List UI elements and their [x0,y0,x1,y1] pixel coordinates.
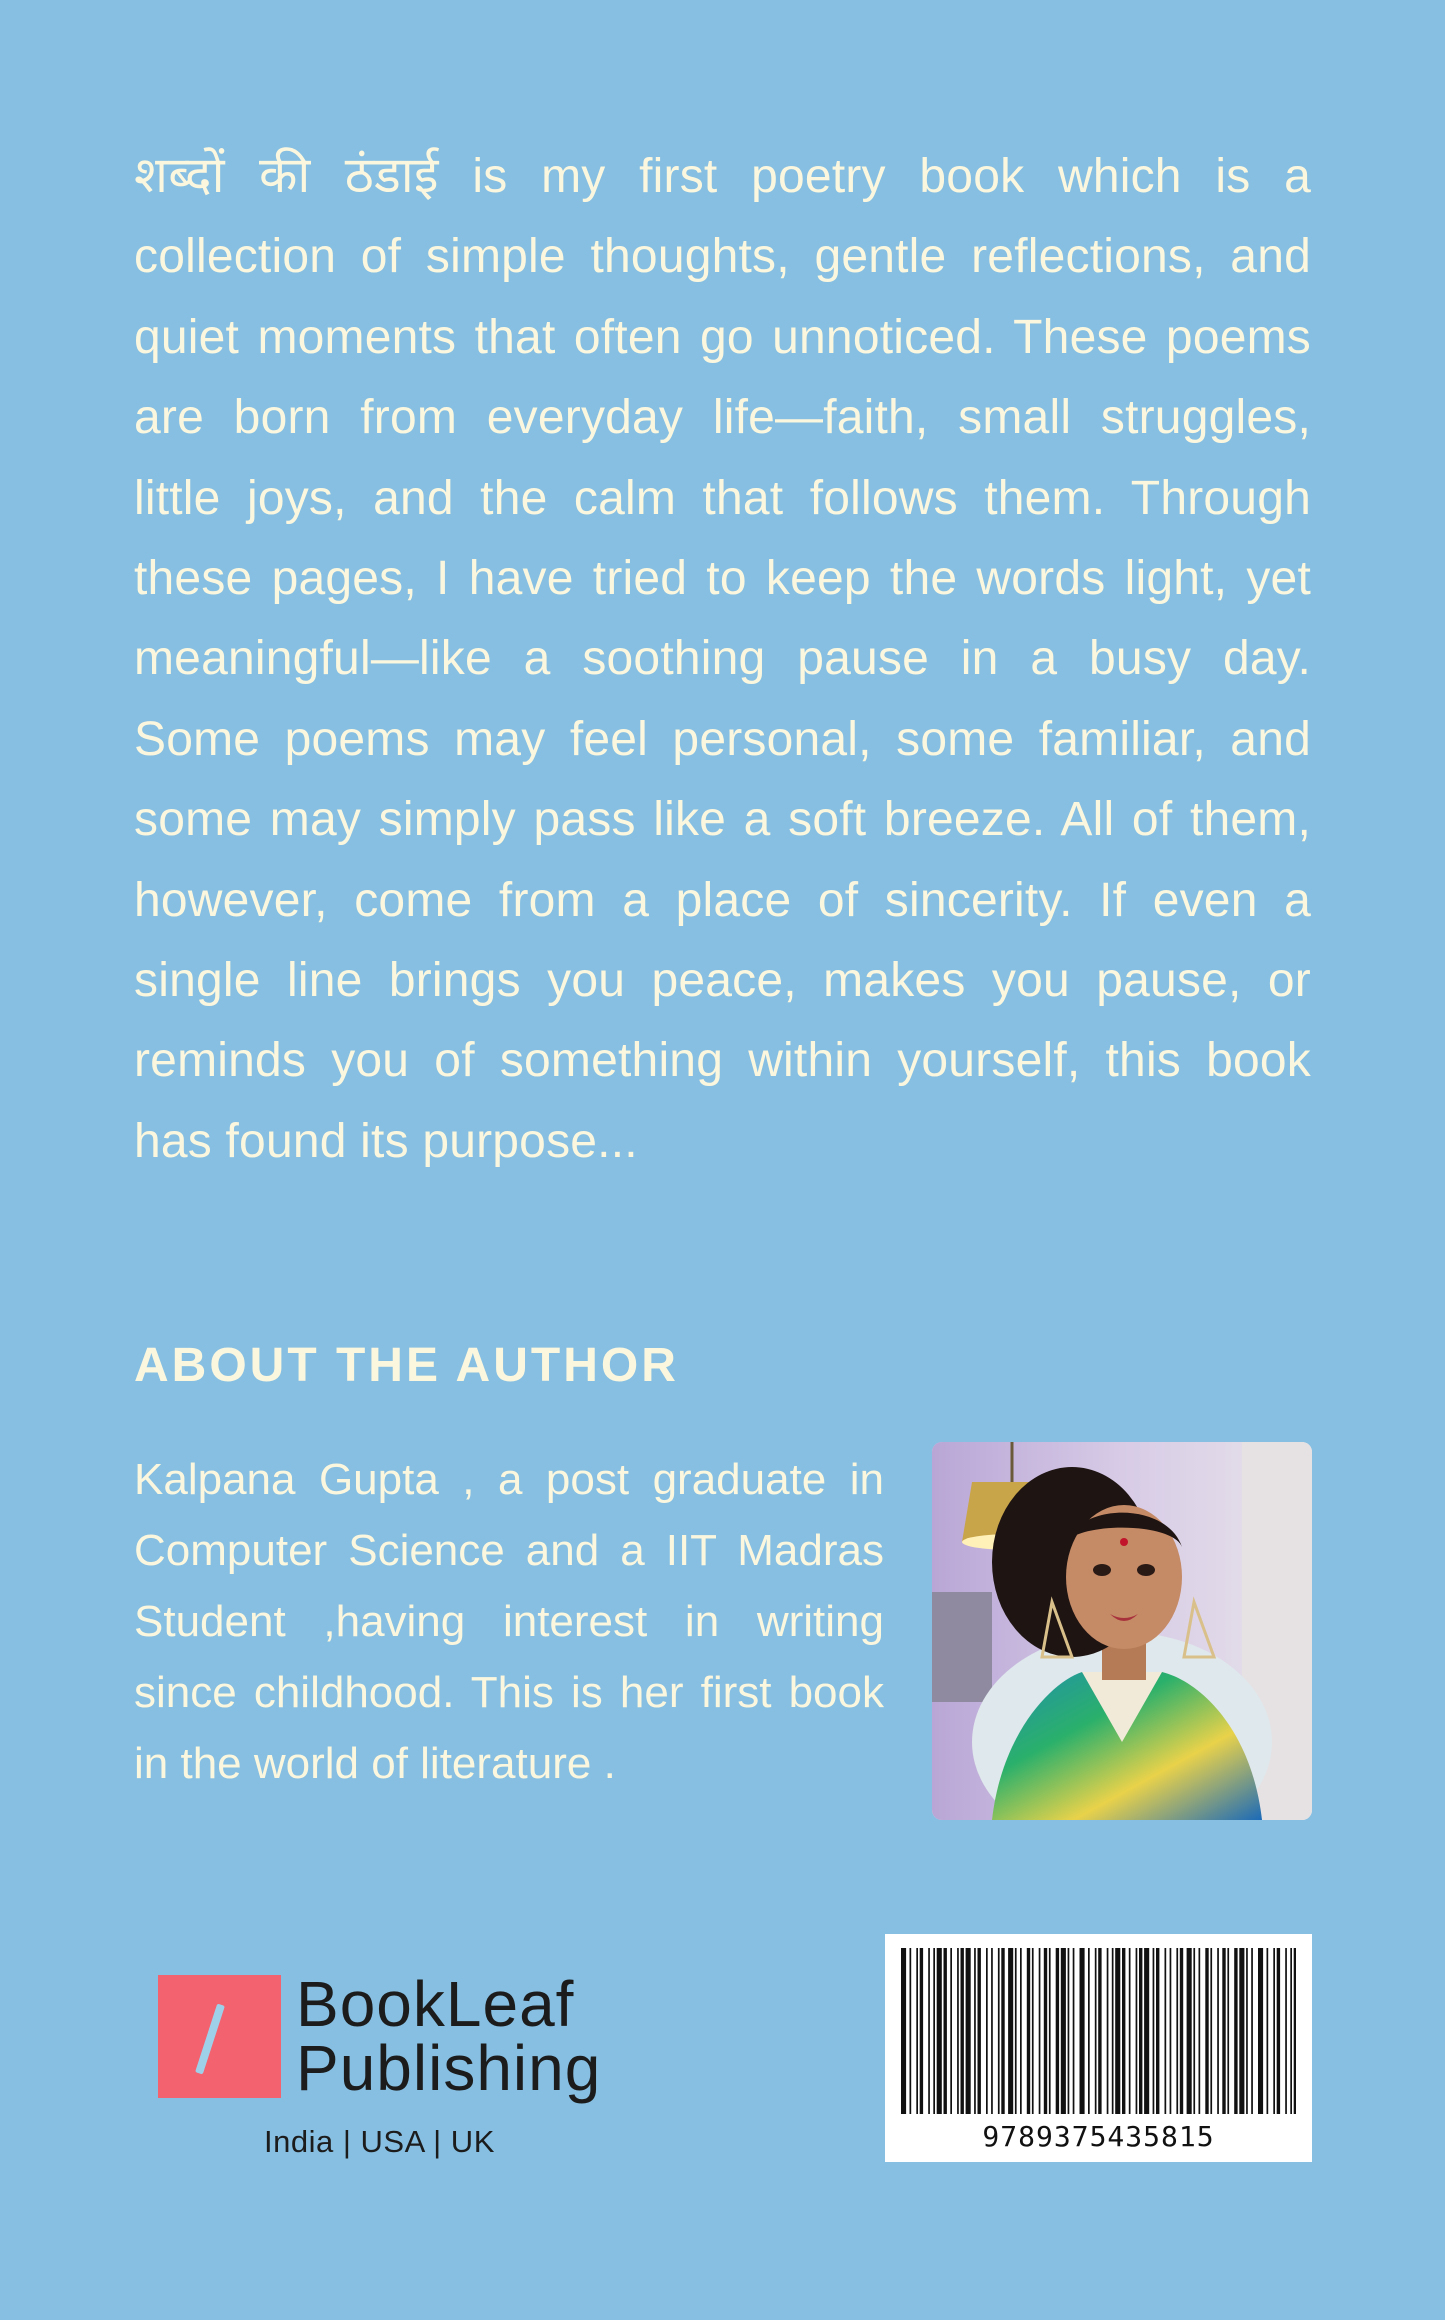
author-photo [932,1442,1312,1820]
barcode-bar [998,1948,1000,2114]
barcode-bar [1112,1948,1114,2114]
barcode-bar [1251,1948,1253,2114]
publisher-regions: India | USA | UK [264,2124,495,2159]
barcode-bar [1277,1948,1280,2114]
barcode-bar [1217,1948,1219,2114]
barcode-bar [1156,1948,1159,2114]
barcode-bar [1129,1948,1131,2114]
barcode-bar [1258,1948,1263,2114]
barcode-bar [1001,1948,1004,2114]
barcode-bar [933,1948,935,2114]
barcode-bar [974,1948,976,2114]
barcode-bar [1222,1948,1225,2114]
barcode-bar [1153,1948,1155,2114]
barcode-bar [1107,1948,1109,2114]
barcode-bar [1136,1948,1138,2114]
barcode-bar [1165,1948,1167,2114]
barcode-bar [1122,1948,1125,2114]
barcode-bar [1080,1948,1085,2114]
barcode-bar [1187,1948,1192,2114]
barcode-bar [944,1948,947,2114]
barcode-bar [1095,1948,1097,2114]
barcode-bar [966,1948,971,2114]
barcode-bar [961,1948,964,2114]
barcode-bar [1020,1948,1022,2114]
barcode-bar [1068,1948,1070,2114]
barcode-bar [1290,1948,1292,2114]
barcode-bars-icon [901,1948,1296,2114]
barcode-bar [1088,1948,1090,2114]
barcode-bar [937,1948,942,2114]
barcode-bar [1027,1948,1030,2114]
book-title-hindi: शब्दों की ठंडाई [134,147,439,203]
about-author-heading: ABOUT THE AUTHOR [134,1339,679,1392]
barcode-bar [1273,1948,1275,2114]
barcode-bar [986,1948,988,2114]
barcode-bar [1246,1948,1248,2114]
barcode-bar [916,1948,918,2114]
barcode-bar [1199,1948,1201,2114]
publisher-name-line1: BookLeaf [296,1968,575,2040]
barcode-bar [1115,1948,1120,2114]
barcode-bar [1294,1948,1296,2114]
barcode-bar [1267,1948,1269,2114]
barcode-bar [1144,1948,1149,2114]
barcode-bar [991,1948,993,2114]
barcode-bar [1193,1948,1195,2114]
barcode-bar [1056,1948,1059,2114]
barcode-bar [1098,1948,1101,2114]
barcode-bar [1008,1948,1013,2114]
barcode-bar [1170,1948,1172,2114]
barcode-bar [1032,1948,1034,2114]
barcode-bar [1180,1948,1183,2114]
publisher-logo [158,1968,618,2159]
barcode-bar [1049,1948,1051,2114]
barcode-bar [1285,1948,1287,2114]
barcode-bar [901,1948,906,2114]
book-blurb [134,135,1311,1182]
barcode-bar [910,1948,912,2114]
barcode-bar [957,1948,959,2114]
barcode-bar [1044,1948,1047,2114]
barcode-bar [1239,1948,1244,2114]
barcode-bar [950,1948,952,2114]
author-bio: Kalpana Gupta , a post graduate in Computer Science and a IIT Madras Student ,having interest in writing since childhood. This is her first book in the world of literature . [134,1455,884,1788]
bookleaf-logo-mark [158,1975,281,2098]
barcode-bar [1234,1948,1237,2114]
barcode-bar [1015,1948,1017,2114]
barcode-bar [1073,1948,1075,2114]
publisher-name-line2: Publishing [296,2032,602,2104]
barcode-bar [1205,1948,1208,2114]
barcode-bar [1227,1948,1229,2114]
barcode-bar [1061,1948,1066,2114]
barcode-bar [1176,1948,1178,2114]
blurb-text: is my first poetry book which is a collection of simple thoughts, gentle reflections, and quiet moments that often go unnoticed. These poems are born from everyday life—faith, small struggles, little joys, and the calm that follows them. Through these pages, I have tried to keep the words light, yet meaningful—like a soothing pause in a busy day. Some poems may feel personal, some familiar, and some may simply pass like a soft breeze. All of them, however, come from a place of sincerity. If even a single line brings you peace, makes you pause, or reminds you of something within yourself, this book has found its purpose... [134,150,1311,1168]
barcode-bar [1210,1948,1212,2114]
barcode-bar [928,1948,930,2114]
barcode-bar [1039,1948,1041,2114]
barcode-bar [978,1948,981,2114]
barcode-bar [1139,1948,1142,2114]
barcode-bar [920,1948,923,2114]
slash-icon [195,2004,225,2075]
isbn-barcode [885,1934,1312,2162]
isbn-number: 9789375435815 [982,2120,1215,2153]
